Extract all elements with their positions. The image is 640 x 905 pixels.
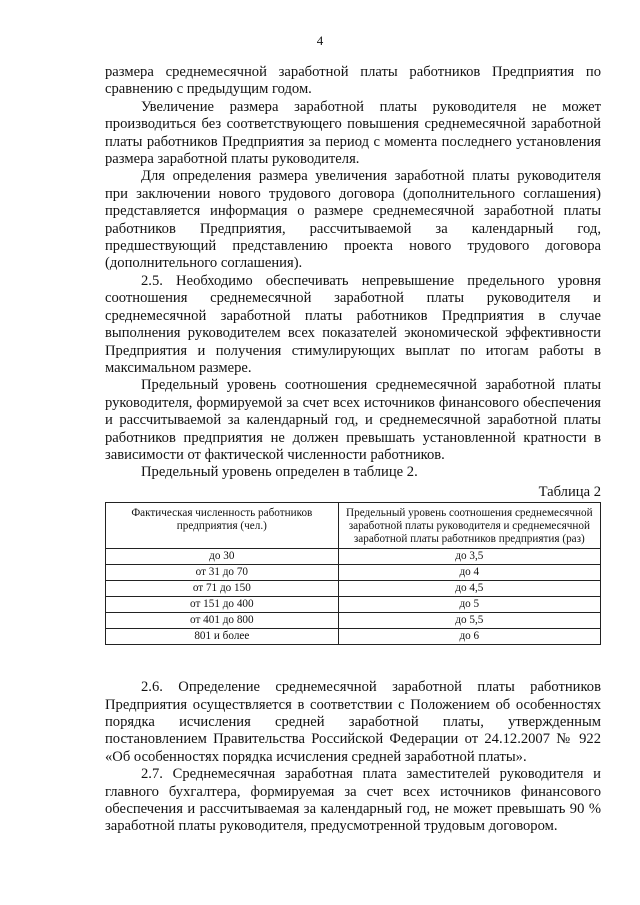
table-cell-employees: 801 и более (106, 629, 339, 645)
table-cell-ratio: до 5,5 (338, 613, 600, 629)
table-cell-employees: от 71 до 150 (106, 581, 339, 597)
paragraph: Предельный уровень соотношения среднемесячной заработной платы руководителя, формируемой за счет всех источников финансового обеспечения и рассчитываемой за календарный год, и среднемесячной заработной платы работников предприятия не должен превышать установленной кратности в зависимости от фактической численности работников. (105, 377, 601, 463)
table-cell-employees: до 30 (106, 549, 339, 565)
table-header-row (106, 503, 601, 549)
table-caption: Таблица 2 (538, 483, 601, 500)
table-row (106, 565, 601, 581)
table-cell-ratio: до 5 (338, 597, 600, 613)
paragraph: 2.7. Среднемесячная заработная плата заместителей руководителя и главного бухгалтера, формируемая за счет всех источников финансового обеспечения и рассчитываемая за календарный год, не может превышать 90 % заработной платы руководителя, предусмотренной трудовым договором. (105, 766, 601, 835)
page-number: 4 (316, 33, 324, 48)
table-cell-ratio: до 6 (338, 629, 600, 645)
table-row (106, 597, 601, 613)
table-row (106, 549, 601, 565)
table-row (106, 629, 601, 645)
table-row (106, 581, 601, 597)
table-row (106, 613, 601, 629)
ratio-table (105, 502, 601, 645)
table-cell-employees: от 151 до 400 (106, 597, 339, 613)
document-body (105, 64, 601, 836)
table-cell-ratio: до 4 (338, 565, 600, 581)
table-header-cell: Фактическая численность работников предприятия (чел.) (106, 503, 339, 549)
table-cell-employees: от 31 до 70 (106, 565, 339, 581)
table-cell-ratio: до 3,5 (338, 549, 600, 565)
paragraph: Увеличение размера заработной платы руководителя не может производиться без соответствующего повышения среднемесячной заработной платы работников Предприятия за период с момента последнего установления размера заработной платы руководителя. (105, 98, 601, 168)
table-cell-ratio: до 4,5 (338, 581, 600, 597)
paragraph: 2.6. Определение среднемесячной заработной платы работников Предприятия осуществляется в соответствии с Положением об особенностях порядка исчисления средней заработной платы, утвержденным постановлением Правительства Российской Федерации от 24.12.2007 № 922 «Об особенностях порядка исчисления средней заработной платы». (105, 679, 601, 765)
paragraph: Для определения размера увеличения заработной платы руководителя при заключении нового трудового договора (дополнительного соглашения) представляется информация о размере среднемесячной заработной платы работников Предприятия, рассчитываемой за календарный год, предшествующий представлению проекта нового трудового договора (дополнительного соглашения). (105, 168, 601, 272)
table-cell-employees: от 401 до 800 (106, 613, 339, 629)
paragraph: размера среднемесячной заработной платы работников Предприятия по сравнению с предыдущим годом. (105, 64, 601, 98)
paragraph: 2.5. Необходимо обеспечивать непревышение предельного уровня соотношения среднемесячной заработной платы руководителя и среднемесячной заработной платы работников Предприятия в случае выполнения руководителем всех показателей экономической эффективности Предприятия и получения стимулирующих выплат по итогам работы в максимальном размере. (105, 272, 601, 376)
paragraph: Предельный уровень определен в таблице 2. (141, 464, 418, 481)
table-header-cell: Предельный уровень соотношения среднемесячной заработной платы руководителя и среднемесячной заработной платы работников предприятия (раз) (338, 503, 600, 549)
